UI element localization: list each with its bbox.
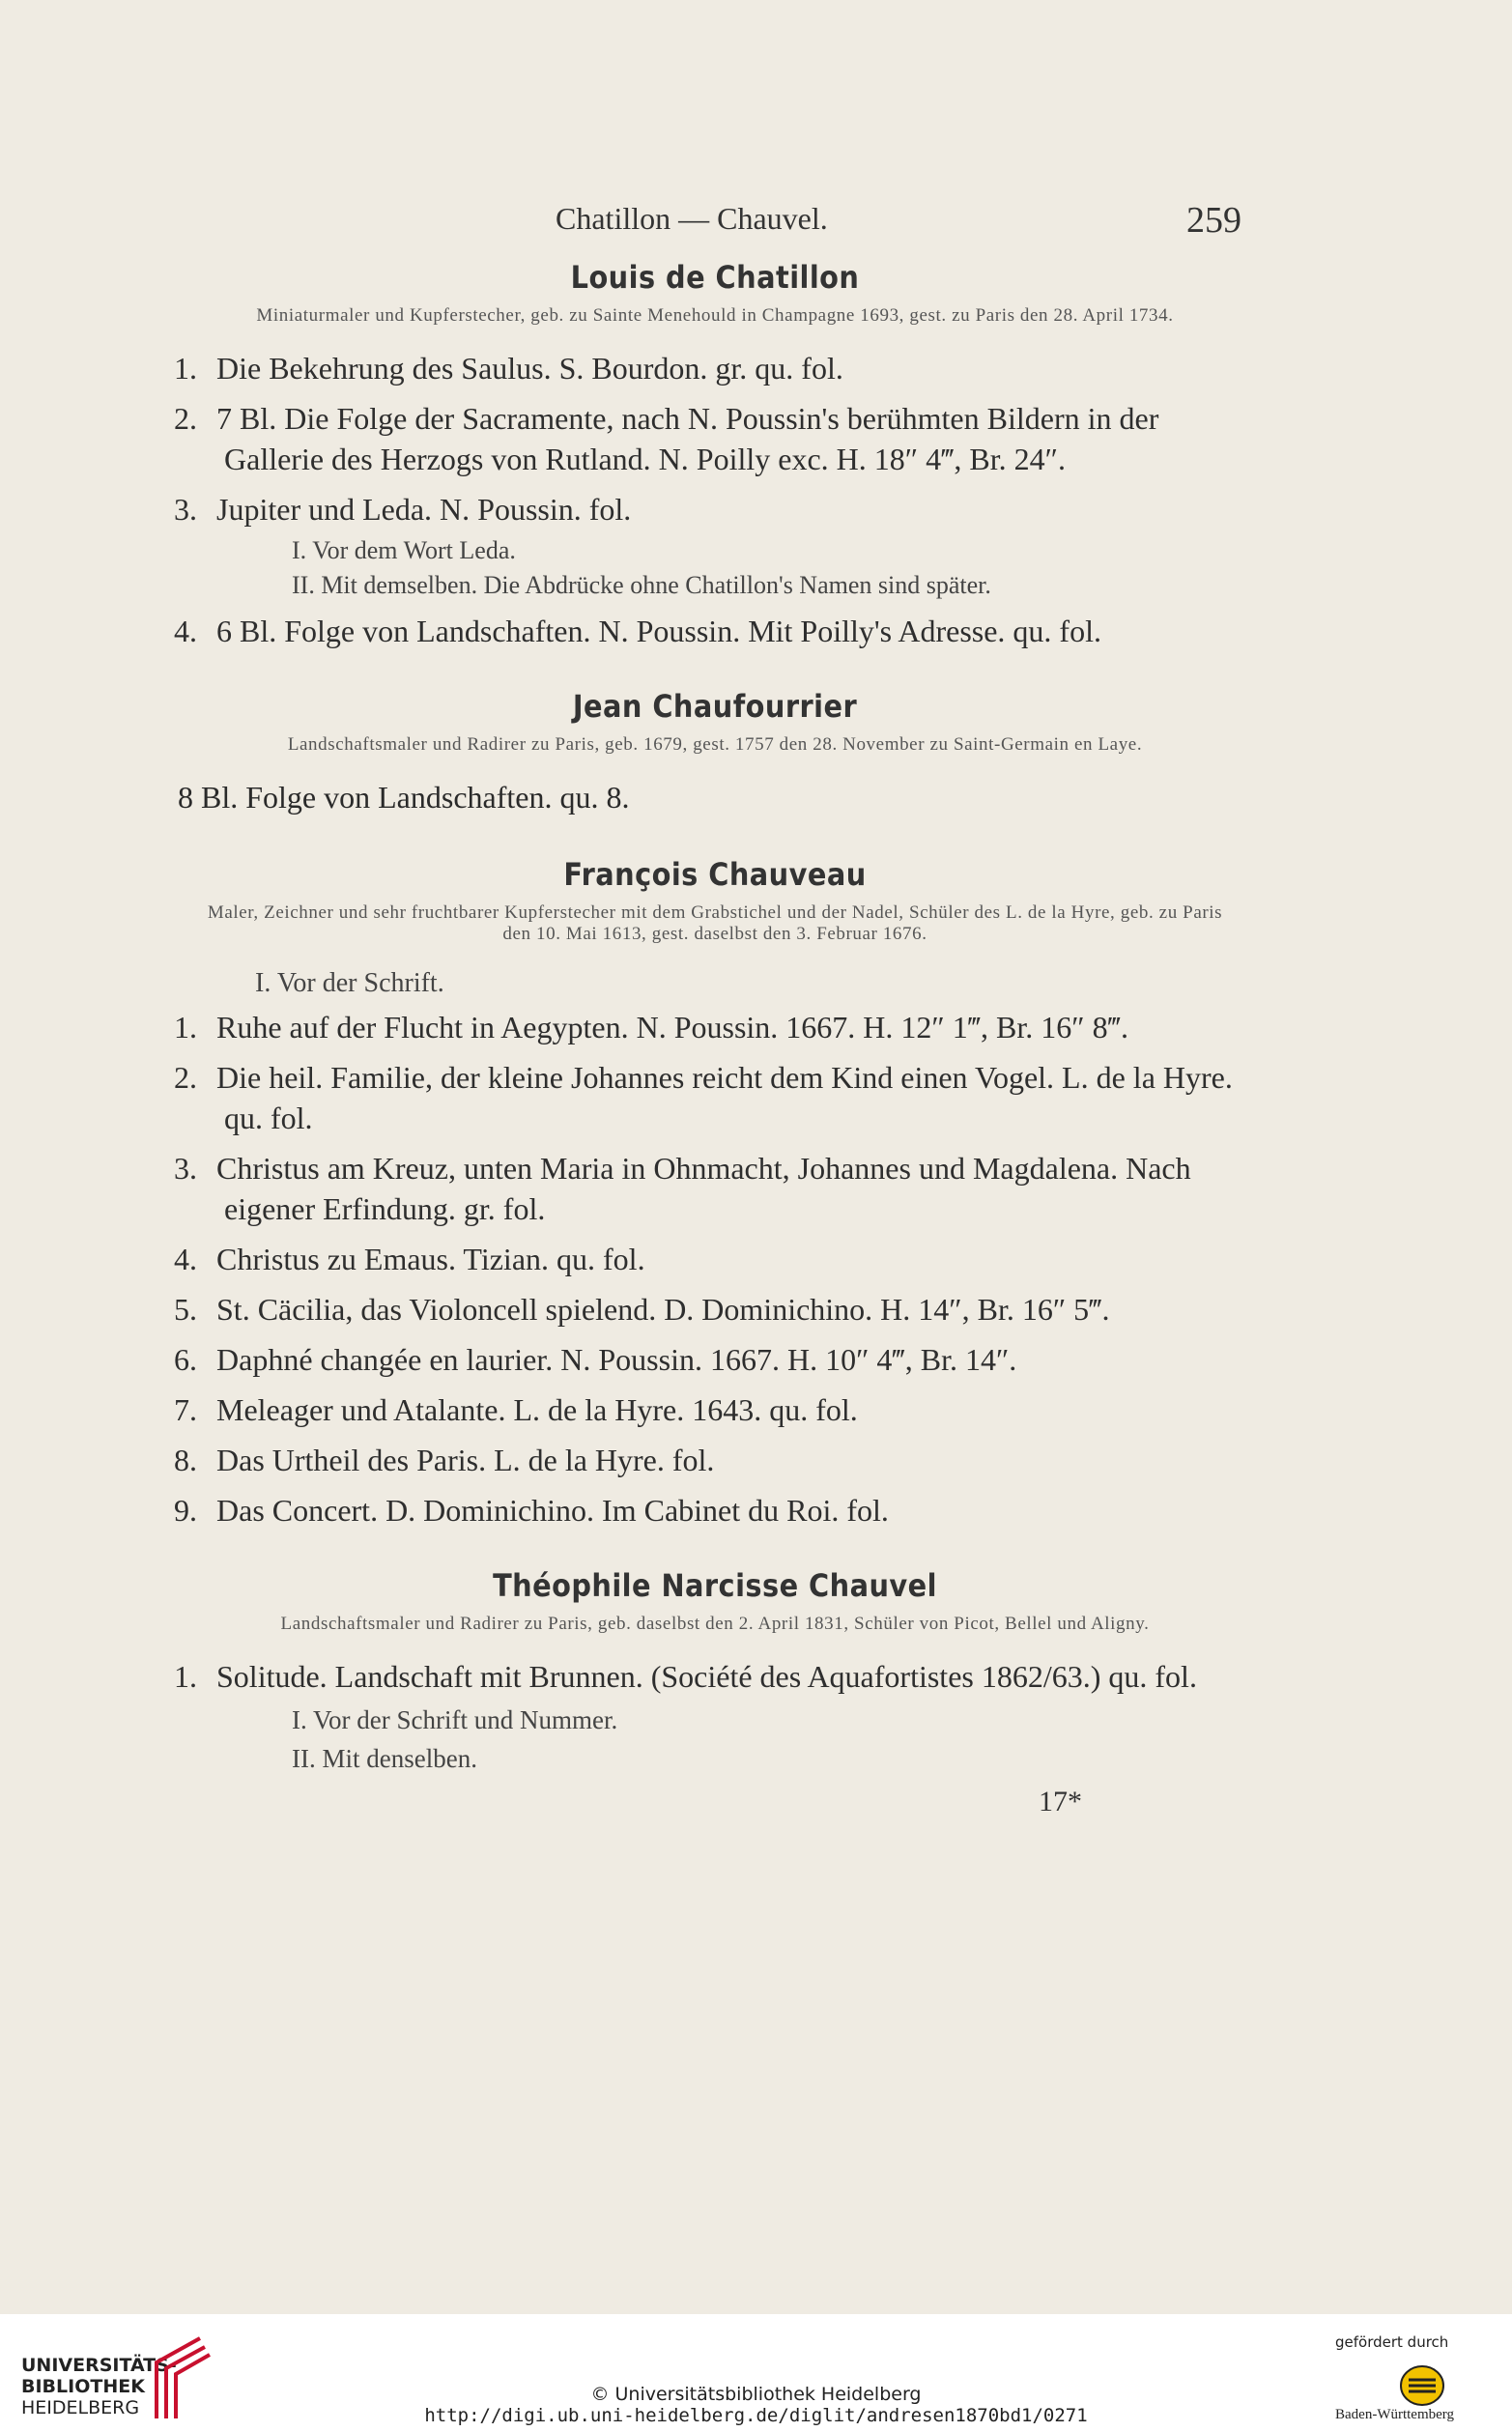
entry-text: Solitude. Landschaft mit Brunnen. (Société des Aquafortistes 1862/63.) qu. fol. bbox=[216, 1659, 1197, 1694]
catalog-entry bbox=[174, 1656, 1256, 1697]
sponsor-label: gefördert durch bbox=[1335, 2333, 1449, 2351]
state-heading: I. Vor der Schrift. bbox=[255, 968, 444, 998]
entry-number: 6. bbox=[174, 1342, 197, 1377]
entry-text: Die heil. Familie, der kleine Johannes reicht dem Kind einen Vogel. L. de la Hyre. qu. fol. bbox=[216, 1060, 1233, 1135]
state-note: II. Mit demselben. Die Abdrücke ohne Chatillon's Namen sind später. bbox=[292, 571, 991, 599]
state-note: II. Mit denselben. bbox=[292, 1744, 477, 1773]
entry-number: 4. bbox=[174, 1242, 197, 1276]
entry-number: 4. bbox=[174, 614, 197, 648]
catalog-entry bbox=[174, 1057, 1256, 1138]
copyright-notice: © Universitätsbibliothek Heidelberg bbox=[590, 2384, 922, 2405]
entry-text: Das Urtheil des Paris. L. de la Hyre. fol. bbox=[216, 1443, 715, 1477]
permalink[interactable]: http://digi.ub.uni-heidelberg.de/diglit/andresen1870bd1/0271 bbox=[424, 2405, 1088, 2426]
catalog-entry bbox=[174, 1007, 1256, 1047]
logo-line: UNIVERSITÄTS- bbox=[21, 2355, 177, 2376]
state-note: I. Vor der Schrift und Nummer. bbox=[292, 1705, 618, 1734]
entry-number: 1. bbox=[174, 1659, 197, 1694]
artist-bio: Landschaftsmaler und Radirer zu Paris, geb. 1679, gest. 1757 den 28. November zu Saint-Germain en Laye. bbox=[287, 734, 1143, 755]
catalog-entry bbox=[174, 1339, 1256, 1380]
entry-number: 1. bbox=[174, 351, 197, 386]
catalog-entry: 8 Bl. Folge von Landschaften. qu. 8. bbox=[178, 780, 630, 815]
artist-heading: Jean Chaufourrier bbox=[572, 688, 858, 725]
catalog-entry bbox=[174, 1440, 1256, 1480]
artist-bio: Landschaftsmaler und Radirer zu Paris, geb. daselbst den 2. April 1831, Schüler von Picot, Bellel und Aligny. bbox=[280, 1614, 1150, 1634]
entry-text: Christus am Kreuz, unten Maria in Ohnmacht, Johannes und Magdalena. Nach eigener Erfindung. gr. fol. bbox=[216, 1151, 1191, 1226]
artist-heading: Louis de Chatillon bbox=[570, 259, 860, 296]
artist-heading: Théophile Narcisse Chauvel bbox=[493, 1567, 937, 1604]
entry-number: 3. bbox=[174, 1151, 197, 1186]
signature-mark: 17* bbox=[1039, 1786, 1082, 1817]
entry-number: 8. bbox=[174, 1443, 197, 1477]
entry-text: Meleager und Atalante. L. de la Hyre. 1643. qu. fol. bbox=[216, 1392, 858, 1427]
catalog-entry bbox=[174, 348, 1256, 388]
catalog-entry bbox=[174, 1490, 1256, 1531]
entry-text: Die Bekehrung des Saulus. S. Bourdon. gr. qu. fol. bbox=[216, 351, 843, 386]
catalog-entry bbox=[174, 1389, 1256, 1430]
page-content bbox=[174, 259, 1256, 1818]
artist-bio: Miniaturmaler und Kupferstecher, geb. zu Sainte Menehould in Champagne 1693, gest. zu Paris den 28. April 1734. bbox=[256, 305, 1174, 326]
catalog-entry bbox=[174, 1289, 1256, 1330]
entry-number: 5. bbox=[174, 1292, 197, 1327]
entry-text: Ruhe auf der Flucht in Aegypten. N. Poussin. 1667. H. 12″ 1‴, Br. 16″ 8‴. bbox=[216, 1010, 1128, 1044]
catalog-entry bbox=[174, 1239, 1256, 1279]
state-note: I. Vor dem Wort Leda. bbox=[292, 536, 516, 564]
coat-of-arms-icon bbox=[1399, 2364, 1445, 2407]
running-title: Chatillon — Chauvel. bbox=[556, 201, 828, 236]
artist-heading: François Chauveau bbox=[563, 856, 867, 893]
logo-line: HEIDELBERG bbox=[21, 2397, 140, 2418]
entry-text: Christus zu Emaus. Tizian. qu. fol. bbox=[216, 1242, 645, 1276]
entry-text: Jupiter und Leda. N. Poussin. fol. bbox=[216, 492, 632, 527]
entry-text: 7 Bl. Die Folge der Sacramente, nach N. Poussin's berühmten Bildern in der Gallerie des Herzogs von Rutland. N. Poilly exc. H. 18″ 4‴, Br. 24″. bbox=[216, 401, 1159, 476]
sponsor-name: Baden-Württemberg bbox=[1335, 2407, 1455, 2422]
entry-number: 9. bbox=[174, 1493, 197, 1528]
entry-number: 3. bbox=[174, 492, 197, 527]
page-header bbox=[0, 191, 1512, 249]
catalog-entry bbox=[174, 398, 1256, 479]
library-footer bbox=[0, 2314, 1512, 2432]
catalog-entry bbox=[174, 611, 1256, 651]
entry-number: 2. bbox=[174, 401, 197, 436]
entry-text: St. Cäcilia, das Violoncell spielend. D. Dominichino. H. 14″, Br. 16″ 5‴. bbox=[216, 1292, 1110, 1327]
entry-text: Das Concert. D. Dominichino. Im Cabinet du Roi. fol. bbox=[216, 1493, 889, 1528]
logo-line: BIBLIOTHEK bbox=[21, 2376, 145, 2397]
entry-number: 1. bbox=[174, 1010, 197, 1044]
entry-text: Daphné changée en laurier. N. Poussin. 1667. H. 10″ 4‴, Br. 14″. bbox=[216, 1342, 1017, 1377]
catalog-entry bbox=[174, 1148, 1256, 1229]
entry-number: 7. bbox=[174, 1392, 197, 1427]
entry-text: 6 Bl. Folge von Landschaften. N. Poussin. Mit Poilly's Adresse. qu. fol. bbox=[216, 614, 1101, 648]
catalog-entry bbox=[174, 489, 1256, 529]
entry-number: 2. bbox=[174, 1060, 197, 1095]
page-number: 259 bbox=[1186, 200, 1241, 241]
artist-bio: Maler, Zeichner und sehr fruchtbarer Kupferstecher mit dem Grabstichel und der Nadel, Schüler des L. de la Hyre, geb. zu Paris den 10. Mai 1613, gest. daselbst den 3. Februar 1676. bbox=[207, 902, 1223, 944]
